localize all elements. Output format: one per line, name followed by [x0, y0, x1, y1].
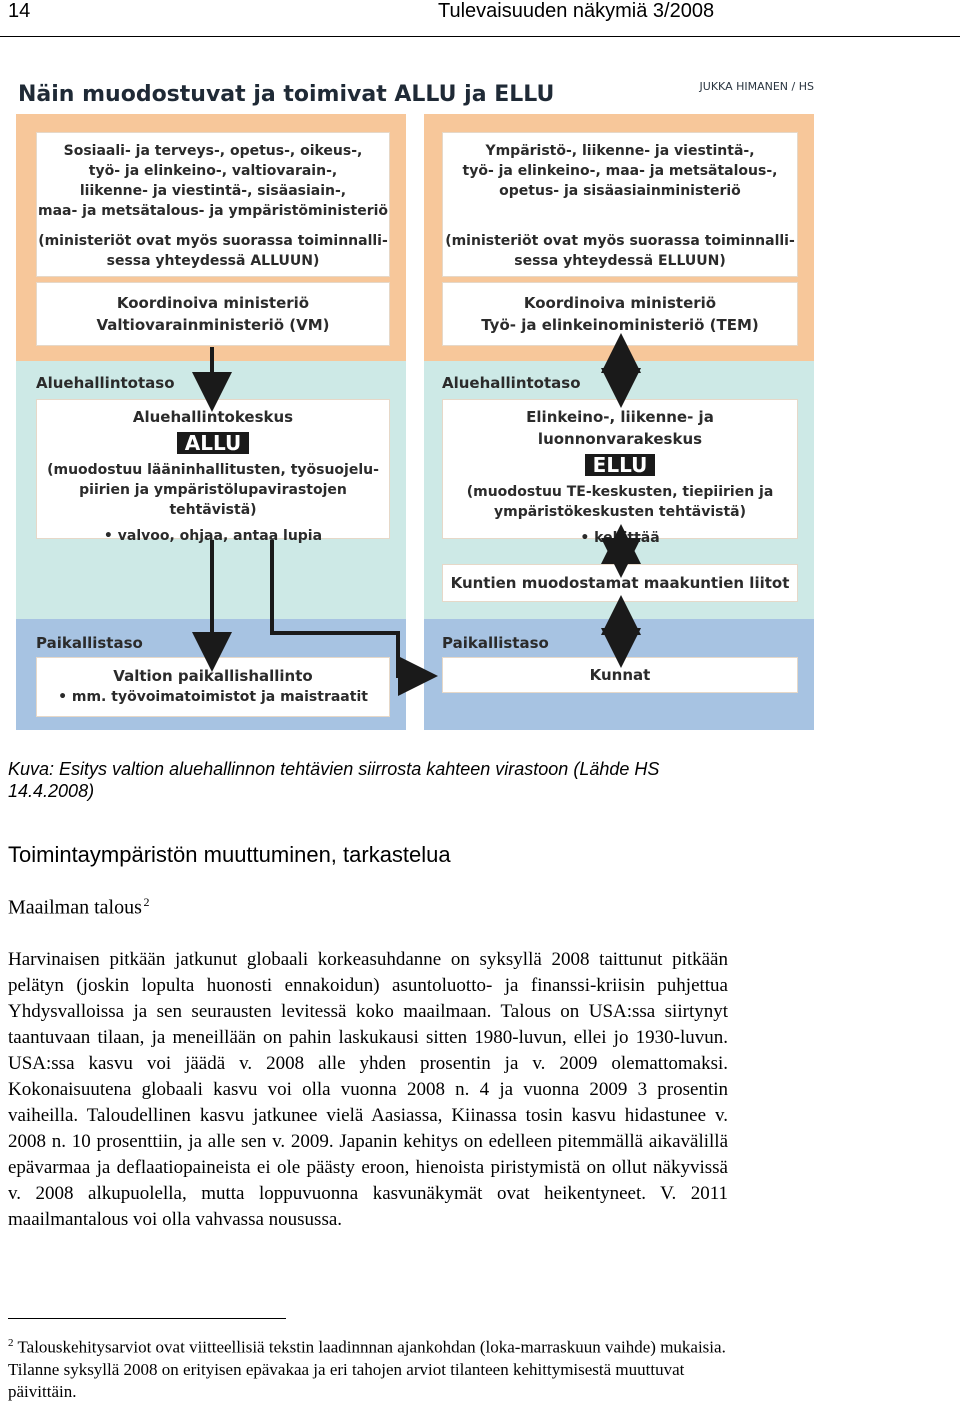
coordinating-label: Koordinoiva ministeriö [116, 294, 310, 312]
coordinating-label: Koordinoiva ministeriö [523, 294, 717, 312]
figure-title: Näin muodostuvat ja toimivat ALLU ja ELLU [18, 82, 555, 107]
footnote-text: Talouskehitysarviot ovat viitteellisiä tekstin laadinnnan ajankohdan (loka-marraskuun vaihde) mukaisia. Tilanne syksyllä 2008 on erityisen epävakaa ja eri tahojen arviot tilanteen kehittymisestä muuttuvat päivittäin. [8, 1337, 726, 1401]
figure-caption: Kuva: Esitys valtion aluehallinnon tehtävien siirrosta kahteen virastoon (Lähde HS 14.4.2008) [8, 759, 660, 801]
regional-level-label: Aluehallintotaso [36, 374, 175, 392]
ministries-line: Sosiaali- ja terveys-, opetus-, oikeus-, [63, 143, 363, 159]
page-number: 14 [8, 0, 31, 22]
coordinating-name: Valtiovarainministeriö (VM) [96, 316, 330, 334]
footnote-number: 2 [8, 1337, 14, 1349]
regional-level-label: Aluehallintotaso [442, 374, 581, 392]
agency-note: piirien ja ympäristölupavirastojen tehtävistä) [79, 482, 347, 518]
ministries-line: maa- ja metsätalous- ja ympäristöministeriö [37, 203, 389, 219]
coordinating-name: Työ- ja elinkeinoministeriö (TEM) [481, 316, 759, 334]
ministries-note: sessa yhteydessä ELLUUN) [514, 253, 726, 269]
arrow-elbow-icon [272, 540, 418, 676]
ministries-note: sessa yhteydessä ALLUUN) [106, 253, 320, 269]
section-heading: Toimintaympäristön muuttuminen, tarkastelua [8, 842, 451, 867]
local-level-label: Paikallistaso [36, 634, 143, 652]
body-paragraph: Harvinaisen pitkään jatkunut globaali korkeasuhdanne on syksyllä 2008 taittunut pitkään pelätyn (joskin lopulta huonosti ennakoidun) asuntoluotto- ja finanssi-kriisin puhjettua Yhdysvalloissa ja sen seurausten levitessä koko maailmaan. Talous on USA:ssa siirtynyt taantuvaan tilaan, ja meneillään on pahin laskukausi sitten 1980-luvun, ellei jo 1930-luvun. USA:ssa kasvu voi jäädä v. 2008 alle yhden prosentin ja v. 2009 olemattomaksi. Kokonaisuutena globaali kasvu voi olla vuonna 2008 n. 4 ja vuonna 2009 3 prosentin vaiheilla. Taloudellinen kasvu jatkunee vielä Aasiassa, Kiinassa tosin kasvu hidastunee v. 2008 n. 10 prosenttiin, ja alle sen v. 2009. Japanin kehitys on edelleen pitemmällä aikavälillä epävarmaa ja deflaatiopaineista ei ole päästy eroon, hienoista piristymistä on ollut näkyvissä v. 2008 alkupuolella, mutta loppuvuonna kasvunäkymät ovat heikentyneet. V. 2011 maailmantalous voi olla vahvassa nousussa. [8, 949, 728, 1230]
ministries-note: (ministeriöt ovat myös suorassa toiminnalli- [445, 233, 795, 249]
ministries-line: Ympäristö-, liikenne- ja viestintä-, [485, 143, 755, 159]
ministries-line: liikenne- ja viestintä-, sisäasiain-, [79, 183, 347, 199]
ministries-note: (ministeriöt ovat myös suorassa toiminnalli- [38, 233, 388, 249]
publication-title: Tulevaisuuden näkymiä 3/2008 [438, 0, 715, 22]
footnote [8, 1332, 728, 1403]
local-name: Kunnat [589, 666, 651, 684]
agency-name: ALLU [177, 432, 250, 454]
agency-note: (muodostuu TE-keskusten, tiepiirien ja [466, 484, 774, 500]
figure-credit: JUKKA HIMANEN / HS [699, 80, 814, 93]
agency-note: ympäristökeskusten tehtävistä) [493, 504, 747, 520]
agency-type: Elinkeino-, liikenne- ja luonnonvarakeskus [526, 408, 714, 448]
ministries-line: työ- ja elinkeino-, maa- ja metsätalous-, [462, 163, 778, 179]
footnote-ref: 2 [143, 895, 150, 909]
footnote-divider [8, 1318, 286, 1319]
arrows-overlay [16, 70, 816, 730]
local-level-label: Paikallistaso [442, 634, 549, 652]
subsection-title: Maailman talous [8, 896, 142, 919]
local-name: Valtion paikallishallinto [113, 667, 313, 685]
agency-name: ELLU [585, 454, 656, 476]
agency-task: • kehittää [580, 530, 660, 546]
agency-type: Aluehallintokeskus [132, 408, 294, 426]
running-header [0, 0, 960, 37]
org-chart-figure [16, 70, 816, 730]
ministries-line: opetus- ja sisäasiainministeriö [499, 183, 741, 199]
regional-councils-label: Kuntien muodostamat maakuntien liitot [450, 574, 790, 592]
subsection-heading [8, 895, 150, 920]
local-note: • mm. työvoimatoimistot ja maistraatit [58, 689, 368, 705]
ministries-line: työ- ja elinkeino-, valtiovarain-, [88, 163, 338, 179]
agency-note: (muodostuu lääninhallitusten, työsuojelu- [47, 462, 379, 478]
agency-task: • valvoo, ohjaa, antaa lupia [103, 528, 323, 544]
